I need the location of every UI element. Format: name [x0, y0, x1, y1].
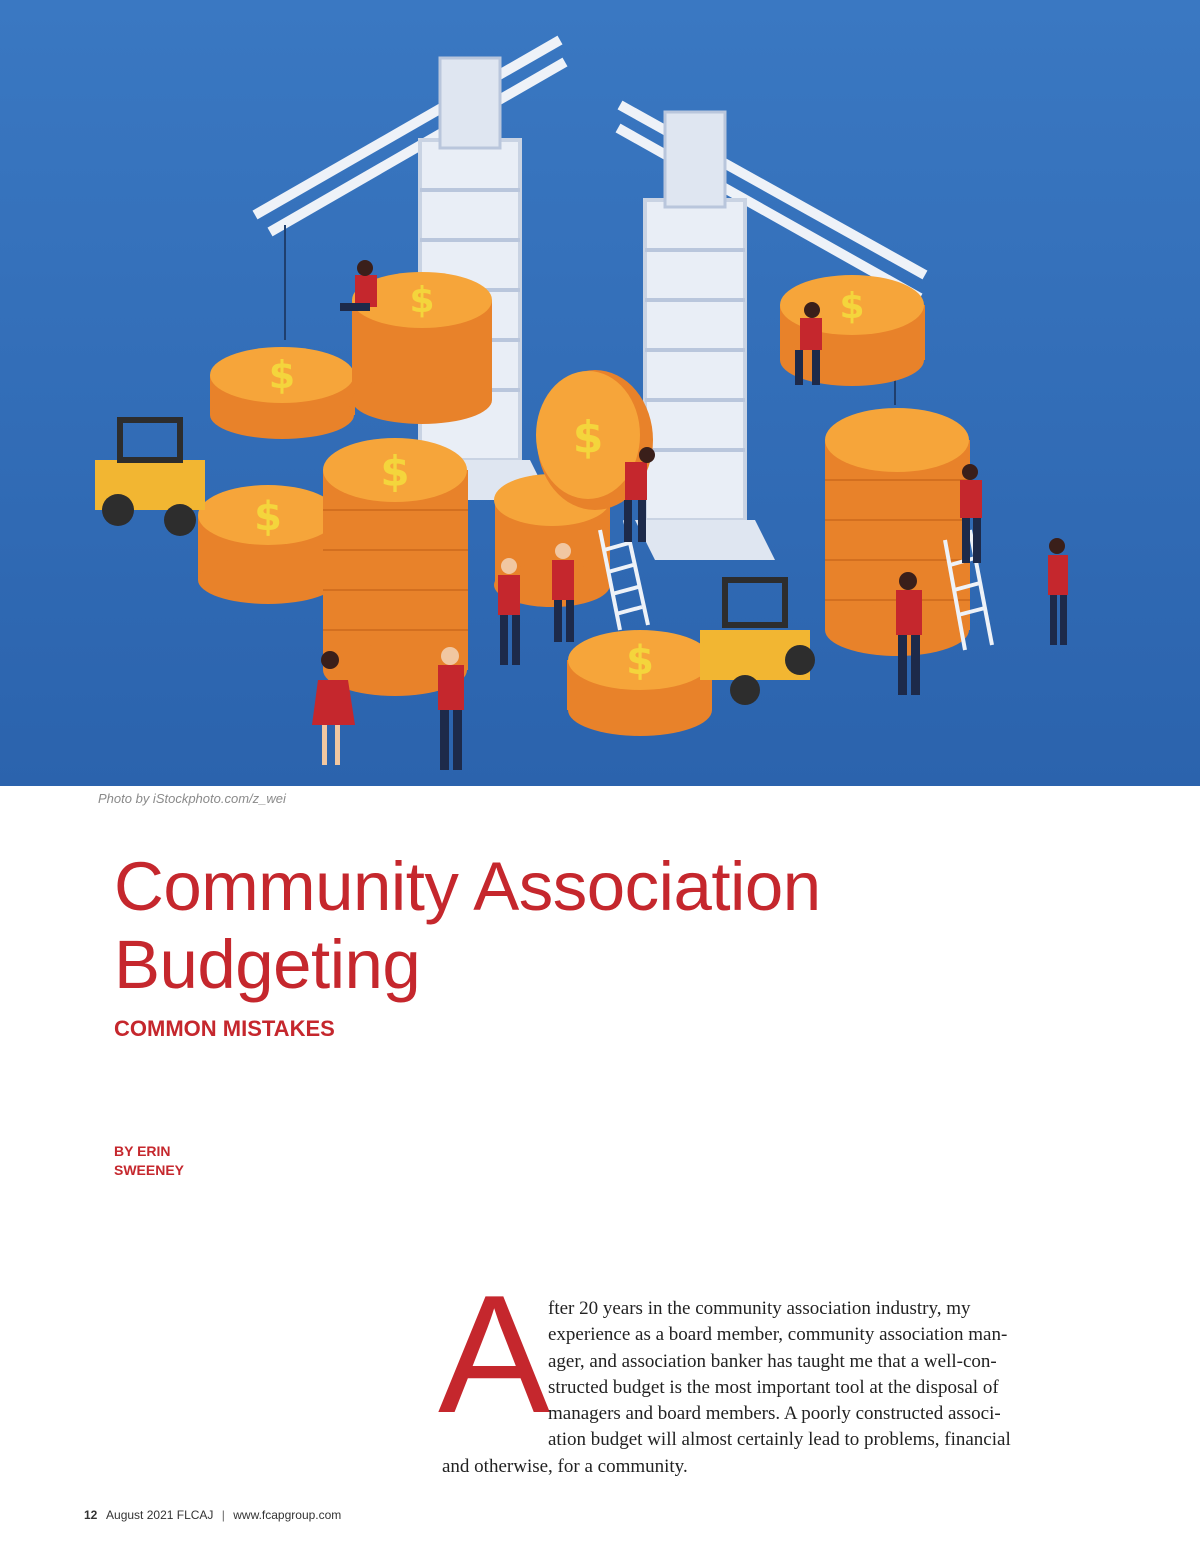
byline-line-2: SWEENEY	[114, 1162, 185, 1178]
photo-credit: Photo by iStockphoto.com/z_wei	[98, 791, 286, 806]
coin-stack-forklift-left	[198, 485, 338, 604]
coin-stack-front	[567, 630, 712, 736]
byline	[114, 1142, 234, 1180]
paragraph-line: managers and board members. A poorly constructed associ-	[548, 1403, 1001, 1425]
svg-text:$: $	[839, 286, 865, 327]
paragraph-line: ager, and association banker has taught me that a well-con-	[548, 1350, 997, 1372]
title-line-2: Budgeting	[114, 926, 421, 1003]
svg-text:$: $	[254, 494, 282, 540]
website-link[interactable]: www.fcapgroup.com	[233, 1508, 342, 1522]
paragraph-line: and otherwise, for a community.	[442, 1455, 688, 1477]
issue-label: August 2021 FLCAJ	[106, 1508, 214, 1522]
drop-cap: A	[438, 1260, 551, 1448]
title-line-1: Community Association	[114, 848, 821, 925]
svg-text:$: $	[626, 638, 654, 684]
paragraph-line: structed budget is the most important tool at the disposal of	[548, 1376, 999, 1398]
byline-line-1: BY ERIN	[114, 1143, 171, 1159]
page-footer	[84, 1508, 341, 1522]
paragraph-line: ation budget will almost certainly lead to problems, financial	[548, 1429, 1011, 1451]
coin-stack-hanging-left	[210, 347, 355, 439]
page-number: 12	[84, 1508, 98, 1522]
article-subtitle: COMMON MISTAKES	[114, 1016, 335, 1041]
svg-text:$: $	[572, 412, 604, 463]
footer-separator: |	[221, 1508, 225, 1522]
paragraph-line: experience as a board member, community association man-	[548, 1324, 1008, 1346]
svg-text:$: $	[409, 280, 435, 321]
article-title	[114, 848, 1014, 1004]
paragraph-line: fter 20 years in the community association industry, my	[548, 1298, 971, 1319]
svg-text:$: $	[268, 353, 296, 397]
opening-paragraph	[442, 1296, 1114, 1480]
svg-text:$: $	[380, 447, 410, 496]
